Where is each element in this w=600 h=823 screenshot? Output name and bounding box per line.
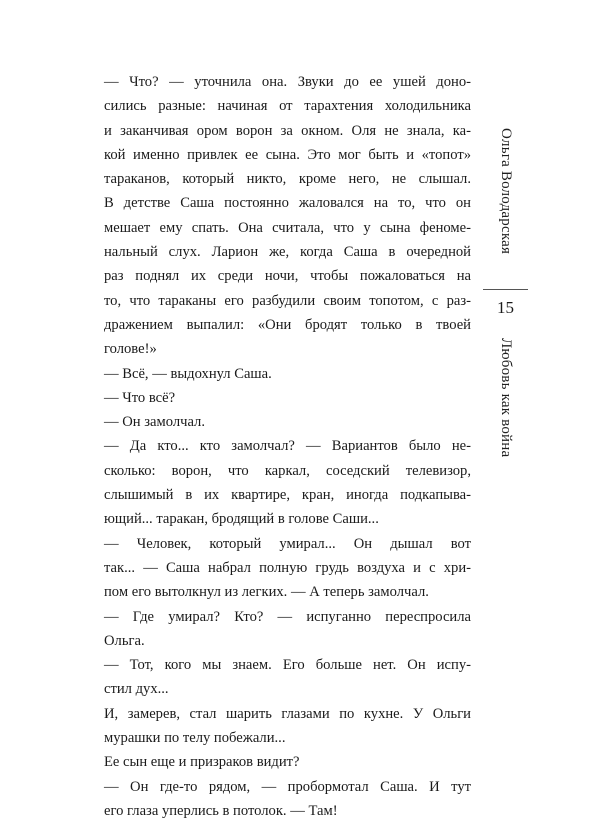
- text-line: сколько: ворон, что каркал, соседский телевизор,: [104, 462, 471, 479]
- text-line: раз поднял их среди ночи, чтобы пожаловаться на: [104, 268, 471, 285]
- text-line: дражением выпалил: «Они бродят только в твоей: [104, 316, 471, 333]
- text-line: И, замерев, стал шарить глазами по кухне. У Ольги: [104, 705, 471, 722]
- page-body-text: [104, 70, 471, 823]
- text-line: — Тот, кого мы знаем. Его больше нет. Он испу-: [104, 657, 471, 674]
- text-line: стил дух...: [104, 681, 169, 698]
- text-line: тараканов, который никто, кроме него, не слышал.: [104, 171, 471, 188]
- text-line: слышимый в их квартире, кран, иногда подкапыва-: [104, 487, 471, 504]
- text-line: то, что тараканы его разбудили своим топотом, с раз-: [104, 292, 471, 309]
- running-head: [494, 128, 518, 608]
- text-line: — Человек, который умирал... Он дышал вот: [104, 535, 471, 552]
- page-number: 15: [497, 298, 514, 317]
- text-line: Ее сын еще и призраков видит?: [104, 754, 300, 771]
- running-head-book-title: [494, 338, 518, 608]
- book-title: Любовь как война: [498, 338, 514, 458]
- text-line: — Что всё?: [104, 389, 176, 406]
- text-line: сились разные: начиная от тарахтения холодильника: [104, 98, 471, 115]
- text-line: — Он замолчал.: [104, 414, 205, 431]
- text-line: — Да кто... кто замолчал? — Вариантов было не-: [104, 438, 471, 455]
- text-line: — Где умирал? Кто? — испуганно переспросила: [104, 608, 471, 625]
- text-line: — Он где-то рядом, — пробормотал Саша. И тут: [104, 778, 471, 795]
- text-line: голове!»: [104, 341, 157, 358]
- text-line: ющий... таракан, бродящий в голове Саши...: [104, 511, 379, 528]
- text-line: — Всё, — выдохнул Саша.: [104, 365, 272, 382]
- text-line: пом его вытолкнул из легких. — А теперь замолчал.: [104, 584, 429, 601]
- text-line: его глаза уперлись в потолок. — Там!: [104, 802, 338, 819]
- running-head-author: [494, 128, 518, 286]
- text-line: мешает ему спать. Она считала, что у сына феноме-: [104, 219, 471, 236]
- text-line: кой именно привлек ее сына. Это мог быть и «топот»: [104, 146, 471, 163]
- text-line: и заканчивая ором ворон за окном. Оля не знала, ка-: [104, 122, 471, 139]
- page-number-divider: [483, 289, 528, 290]
- text-line: — Что? — уточнила она. Звуки до ее ушей доно-: [104, 74, 471, 90]
- text-line: так... — Саша набрал полную грудь воздуха и с хри-: [104, 559, 471, 576]
- text-line: мурашки по телу побежали...: [104, 730, 286, 747]
- text-line: нальный слух. Ларион же, когда Саша в очередной: [104, 244, 471, 261]
- author-name: Ольга Володарская: [498, 128, 514, 255]
- text-line: Ольга.: [104, 632, 145, 649]
- text-line: В детстве Саша постоянно жаловался на то, что он: [104, 195, 471, 212]
